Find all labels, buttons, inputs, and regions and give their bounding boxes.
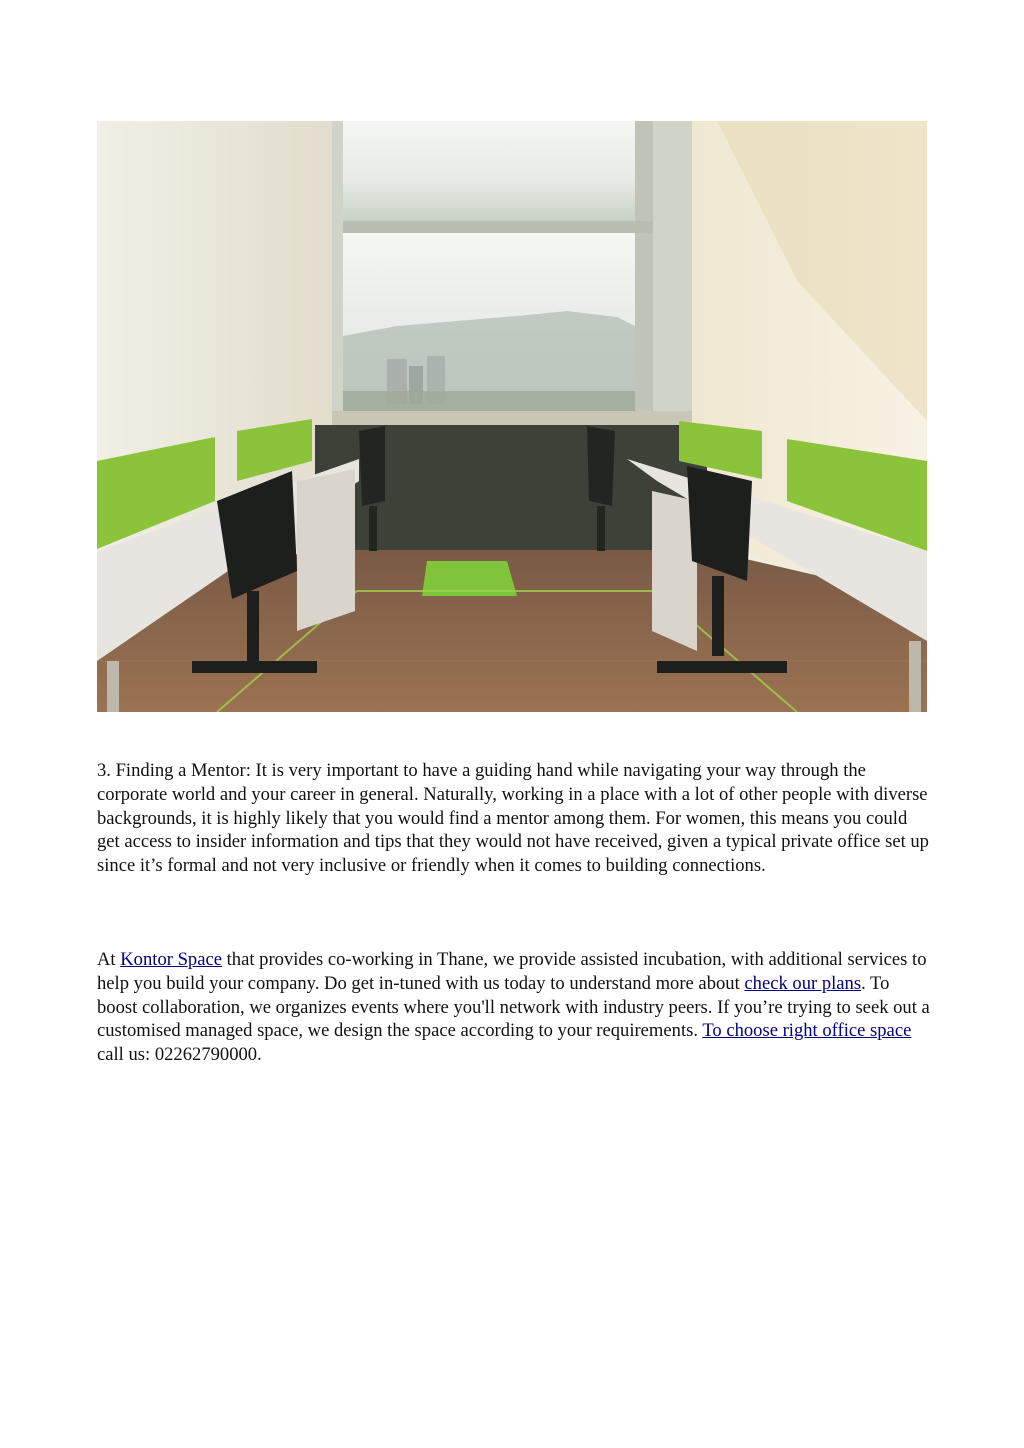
paragraph-text: . To boost collaboration, we organizes events where you'll network with industry peers. If you’re trying to seek out a customised managed space, we design the space according to your requirements.	[97, 972, 930, 1042]
choose-office-space-link[interactable]: To choose right office space	[702, 1020, 912, 1042]
paragraph-text: call us: 02262790000.	[97, 1044, 262, 1066]
kontor-space-link[interactable]: Kontor Space	[120, 949, 222, 970]
paragraph-text: At	[97, 949, 121, 970]
check-plans-link[interactable]: check our plans	[744, 972, 862, 994]
office-photo	[97, 121, 927, 712]
paragraph-kontor-space	[97, 948, 933, 1067]
office-photo-illustration	[97, 121, 927, 712]
paragraph-text: that provides co-working in Thane, we provide assisted incubation, with additional services to help you build your company. Do get in-tuned with us today to understand more about	[97, 949, 927, 994]
paragraph-finding-mentor: 3. Finding a Mentor: It is very important to have a guiding hand while navigating your way through the corporate world and your career in general. Naturally, working in a place with a lot of other people with diverse backgrounds, it is highly likely that you would find a mentor among them. For women, this means you could get access to insider information and tips that they would not have received, given a typical private office set up since it’s formal and not very inclusive or friendly when it comes to building connections.	[97, 760, 929, 877]
